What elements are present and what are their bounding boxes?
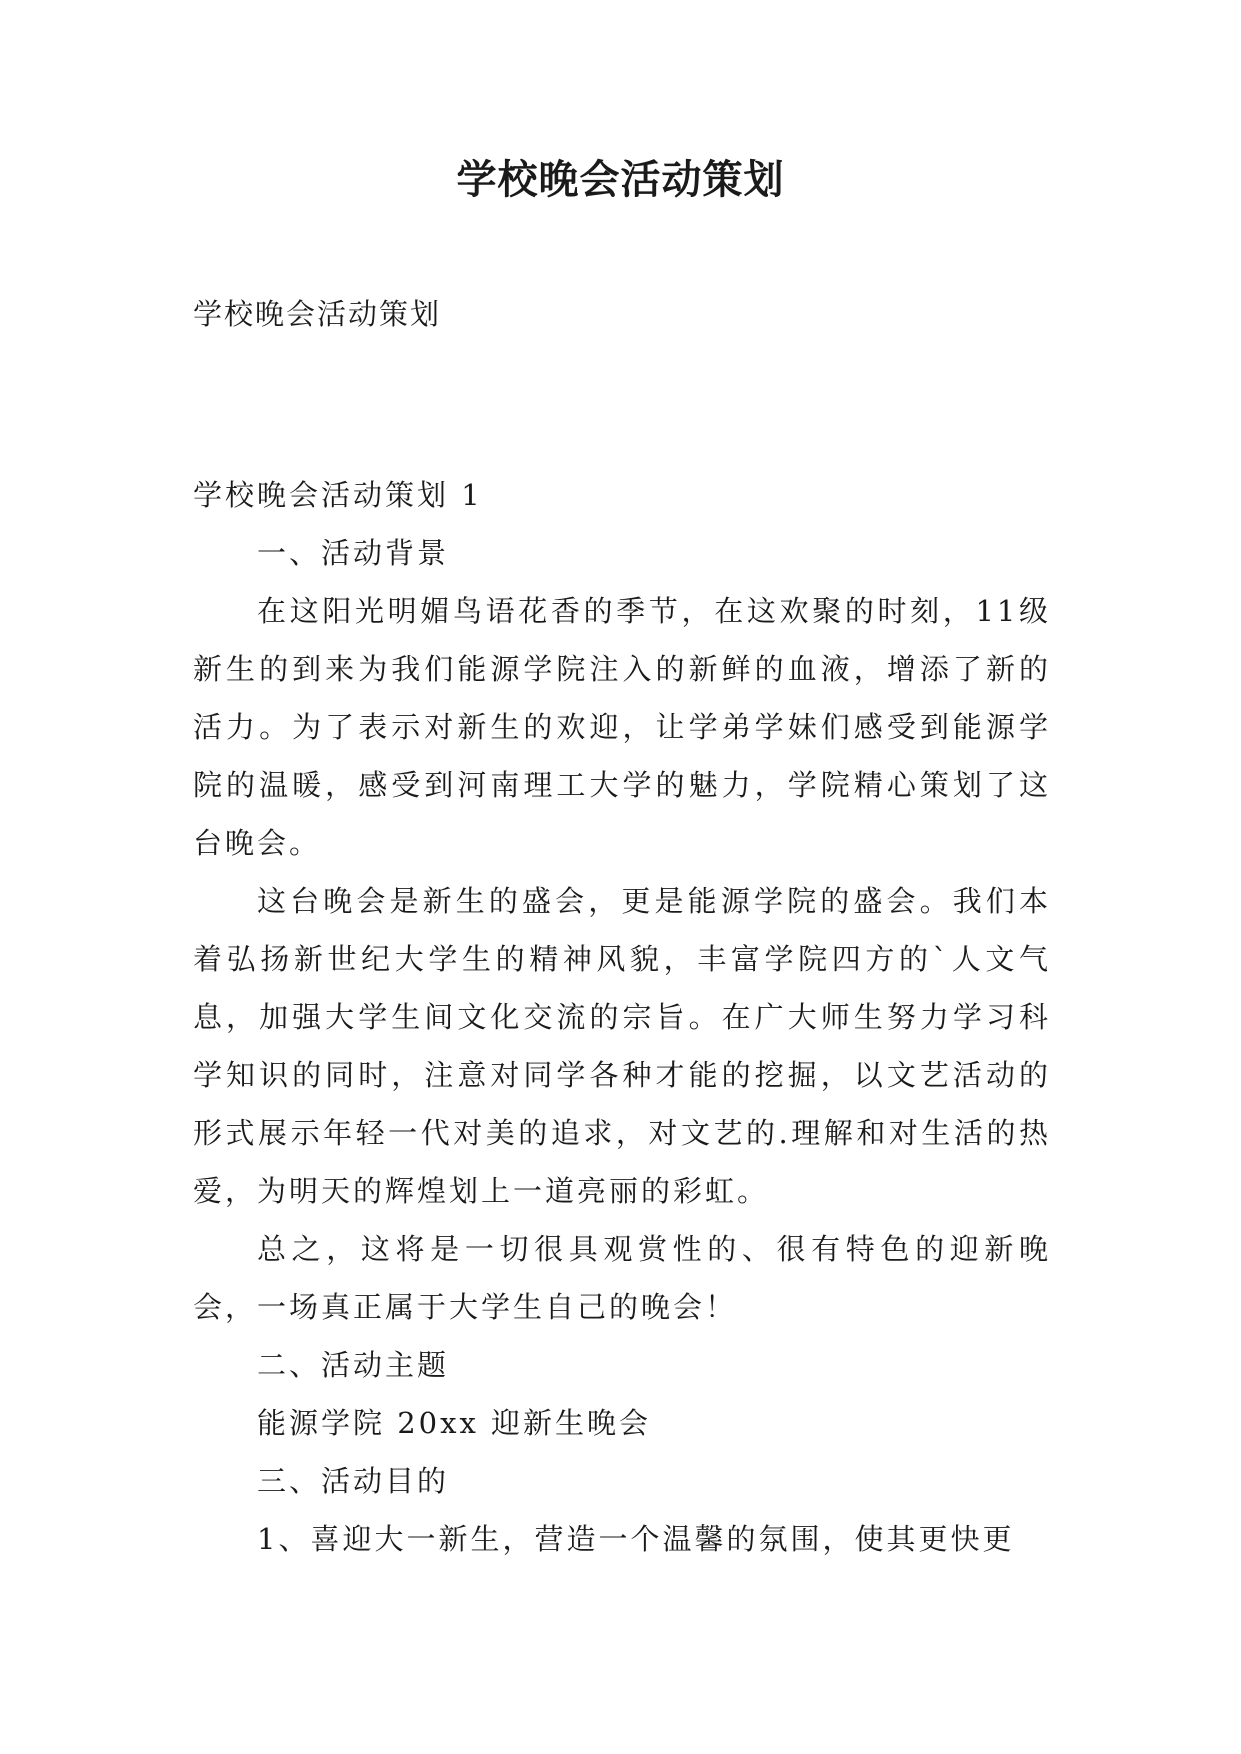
document-title: 学校晚会活动策划	[456, 156, 785, 203]
paragraph-background-1: 在这阳光明媚鸟语花香的季节，在这欢聚的时刻，11级新生的到来为我们能源学院注入的新鲜的血液，增添了新的活力。为了表示对新生的欢迎，让学弟学妹们感受到能源学院的温暖，感受到河南理工大学的魅力，学院精心策划了这台晚会。	[193, 594, 1051, 860]
heading-activity-purpose: 三、活动目的	[257, 1464, 450, 1498]
document-body	[193, 466, 1051, 1568]
document-subtitle: 学校晚会活动策划	[193, 297, 442, 331]
paragraph-theme: 能源学院 20xx 迎新生晚会	[257, 1406, 652, 1440]
paragraph-purpose-1: 1、喜迎大一新生，营造一个温馨的氛围，使其更快更	[257, 1522, 1015, 1556]
paragraph-background-2: 这台晚会是新生的盛会，更是能源学院的盛会。我们本着弘扬新世纪大学生的精神风貌，丰富学院四方的`人文气息，加强大学生间文化交流的宗旨。在广大师生努力学习科学知识的同时，注意对同学各种才能的挖掘，以文艺活动的形式展示年轻一代对美的追求，对文艺的.理解和对生活的热爱，为明天的辉煌划上一道亮丽的彩虹。	[193, 884, 1051, 1208]
paragraph-background-3: 总之，这将是一切很具观赏性的、很有特色的迎新晚会，一场真正属于大学生自己的晚会！	[193, 1232, 1051, 1324]
heading-activity-background: 一、活动背景	[257, 536, 450, 570]
heading-activity-theme: 二、活动主题	[257, 1348, 450, 1382]
section-heading: 学校晚会活动策划 1	[193, 478, 483, 512]
